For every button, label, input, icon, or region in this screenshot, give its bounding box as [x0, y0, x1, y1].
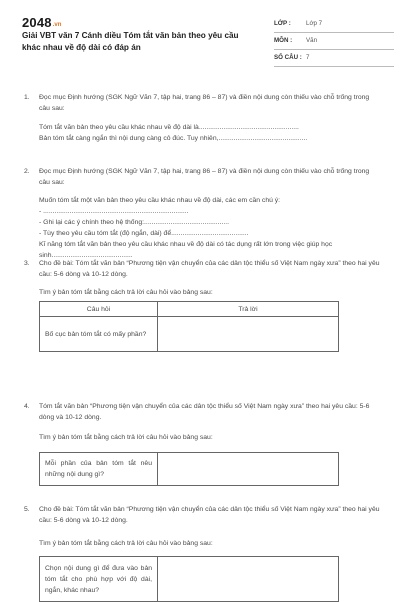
table-row — [40, 557, 339, 602]
question-number: 3. — [24, 260, 30, 267]
fill-line: Bản tóm tắt càng ngắn thì nội dung càng cô đúc. Tuy nhiên,............................................... — [39, 135, 308, 142]
column-header-question: Câu hỏi — [40, 302, 158, 317]
question-1-fill — [39, 122, 382, 144]
fill-line: Kĩ năng tóm tắt văn bản theo yêu cầu khác nhau về độ dài có tác dụng rất lớn trong việc giúp học sinh........................................... — [39, 241, 333, 259]
page-title: Giải VBT văn 7 Cánh diều Tóm tắt văn bản theo yêu cầu khác nhau về độ dài có đáp án — [22, 31, 239, 52]
question-3 — [24, 258, 382, 280]
meta-label: LỚP : — [274, 20, 291, 27]
question-4-instruction: Tìm ý bản tóm tắt bằng cách trả lời câu hỏi vào bảng sau: — [39, 434, 213, 441]
fill-line: Muốn tóm tắt một văn bản theo yêu cầu khác nhau về độ dài, các em cần chú ý: — [39, 197, 281, 204]
question-cell: Bố cục bản tóm tắt có mấy phần? — [40, 317, 158, 352]
question-number: 1. — [24, 94, 30, 101]
question-prompt: Cho đề bài: Tóm tắt văn bản “Phương tiện vận chuyển của các dân tộc thiểu số Việt Nam ngày xưa” theo hai yêu cầu: 5-6 dòng và 10-12 dòng. — [39, 260, 380, 278]
question-number: 2. — [24, 168, 30, 175]
answer-table-4 — [39, 452, 339, 486]
meta-row-count — [274, 50, 394, 67]
meta-row-class — [274, 16, 394, 33]
question-number: 4. — [24, 403, 30, 410]
header — [22, 14, 382, 68]
table-row — [40, 453, 339, 486]
question-5 — [24, 504, 382, 526]
question-number: 5. — [24, 506, 30, 513]
meta-value: 7 — [306, 54, 310, 61]
meta-label: SỐ CÂU : — [274, 54, 302, 61]
answer-cell[interactable] — [158, 317, 339, 352]
question-3-instruction: Tìm ý bản tóm tắt bằng cách trả lời câu hỏi vào bảng sau: — [39, 289, 213, 296]
fill-line: Tóm tắt văn bản theo yêu cầu khác nhau về độ dài là..................................................... — [39, 124, 299, 131]
logo-text: 2048 — [22, 15, 52, 30]
answer-cell[interactable] — [158, 453, 339, 486]
question-2 — [24, 166, 382, 188]
meta-label: MÔN : — [274, 37, 293, 44]
meta-value: Lớp 7 — [306, 20, 323, 27]
table-row — [40, 317, 339, 352]
question-1 — [24, 92, 382, 114]
answer-table-3 — [39, 301, 339, 352]
fill-line: - Ghi lại các ý chính theo hệ thống:............................................. — [39, 219, 230, 226]
fill-line: - ............................................................................. — [39, 208, 189, 215]
question-prompt: Đọc mục Định hướng (SGK Ngữ Văn 7, tập hai, trang 86 – 87) và điền nội dung còn thiếu vào chỗ trống trong câu sau: — [39, 168, 370, 186]
fill-line: - Tùy theo yêu cầu tóm tắt (độ ngắn, dài) để......................................... — [39, 230, 249, 237]
question-cell: Chọn nội dung gì để đưa vào bản tóm tắt cho phù hợp với độ dài, ngắn, khác nhau? — [40, 557, 158, 602]
meta-value: Văn — [306, 37, 318, 44]
meta-row-subject — [274, 33, 394, 50]
question-2-fill — [39, 195, 382, 261]
table-header-row — [40, 302, 339, 317]
question-prompt: Cho đề bài: Tóm tắt văn bản “Phương tiện vận chuyển của các dân tộc thiểu số Việt Nam ngày xưa” theo hai yêu cầu: 5-6 dòng và 10-12 dòng. — [39, 506, 380, 524]
question-4 — [24, 401, 382, 423]
question-cell: Mỗi phần của bản tóm tắt nêu những nội dung gì? — [40, 453, 158, 486]
meta-box — [274, 16, 394, 67]
question-prompt: Tóm tắt văn bản “Phương tiện vận chuyển của các dân tộc thiểu số Việt Nam ngày xưa” theo hai yêu cầu: 5-6 dòng và 10-12 dòng. — [39, 403, 370, 421]
column-header-answer: Trả lời — [158, 302, 339, 317]
question-5-instruction: Tìm ý bản tóm tắt bằng cách trả lời câu hỏi vào bảng sau: — [39, 540, 213, 547]
answer-table-5 — [39, 556, 339, 602]
question-prompt: Đọc mục Định hướng (SGK Ngữ Văn 7, tập hai, trang 86 – 87) và điền nội dung còn thiếu vào chỗ trống trong câu sau: — [39, 94, 370, 112]
answer-cell[interactable] — [158, 557, 339, 602]
logo-suffix: .vn — [52, 22, 62, 28]
